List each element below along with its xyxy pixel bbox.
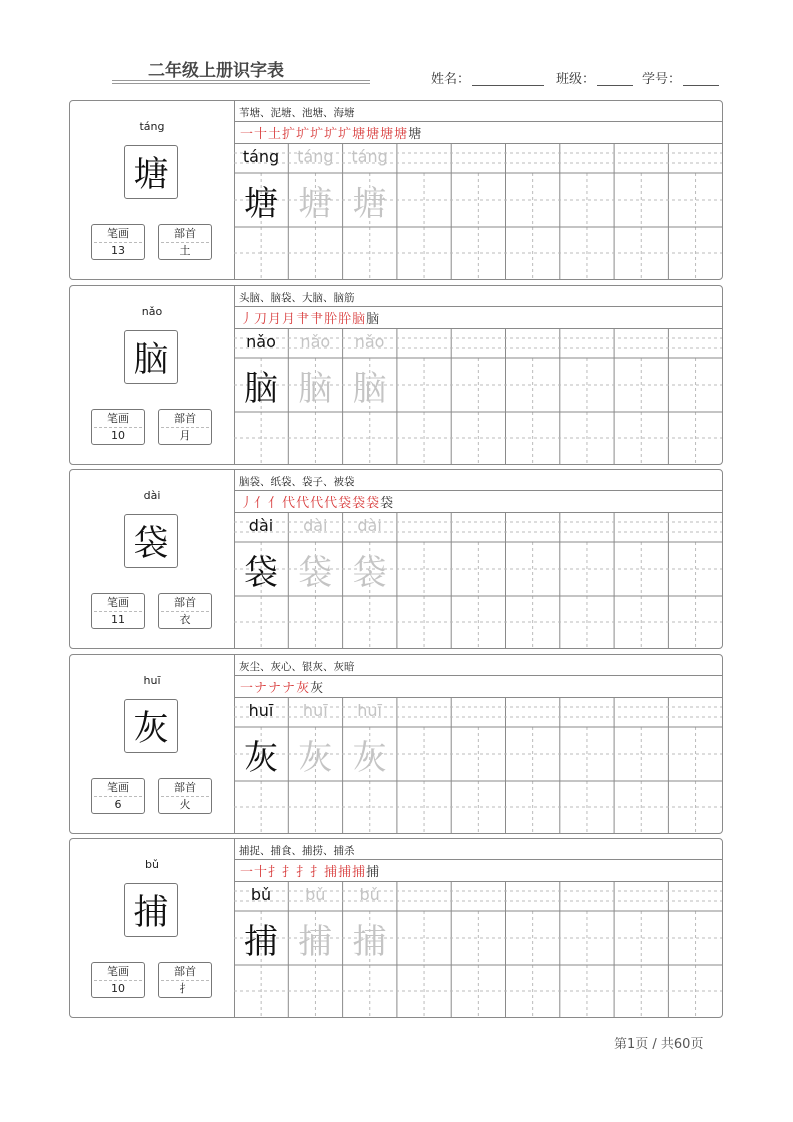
stroke-step: 土 — [268, 127, 283, 142]
pinyin-sample: nǎo — [300, 332, 331, 351]
student-number-field[interactable] — [642, 68, 719, 87]
stroke-step: 代 — [296, 496, 311, 511]
name-label: 姓名： — [431, 72, 471, 87]
stroke-count-label: 笔画 — [107, 596, 129, 609]
char-pinyin: dài — [143, 489, 161, 502]
class-field[interactable] — [556, 68, 633, 87]
stroke-count-value: 6 — [114, 798, 122, 811]
stroke-step: 袋 — [338, 496, 353, 511]
stroke-step: 扌 — [282, 865, 297, 880]
stroke-count-box — [91, 962, 145, 998]
radical-value: 衣 — [179, 613, 191, 626]
stroke-step: 圹 — [310, 127, 325, 142]
pinyin-sample: huī — [248, 701, 274, 720]
radical-label: 部首 — [174, 596, 196, 609]
stroke-step: 捕 — [366, 865, 381, 880]
class-blank[interactable] — [597, 72, 633, 86]
stroke-step: 袋 — [352, 496, 367, 511]
stroke-step: 十 — [254, 865, 269, 880]
char-sample: 脑 — [298, 369, 333, 409]
char-sample: 塘 — [298, 184, 333, 224]
pinyin-sample: nǎo — [246, 332, 276, 351]
stroke-step: 一 — [240, 865, 255, 880]
radical-label: 部首 — [174, 227, 196, 240]
stroke-step: 月 — [268, 312, 283, 327]
pinyin-sample: táng — [242, 147, 280, 166]
pinyin-sample: nǎo — [354, 332, 385, 351]
char-info-pane — [70, 470, 235, 648]
stroke-step: 扌 — [296, 865, 311, 880]
stroke-step: ナ — [254, 681, 269, 696]
radical-box — [158, 778, 212, 814]
stroke-count-value: 11 — [111, 613, 125, 626]
radical-box — [158, 409, 212, 445]
stroke-step: 捕 — [352, 865, 367, 880]
pinyin-sample: bǔ — [250, 885, 272, 904]
pinyin-sample: huī — [302, 701, 328, 720]
stroke-step: 肀 — [296, 312, 311, 327]
char-card — [69, 838, 723, 1018]
stroke-count-label: 笔画 — [107, 227, 129, 240]
radical-value: 扌 — [179, 982, 191, 995]
stroke-step: 丿 — [240, 312, 255, 327]
name-blank[interactable] — [472, 72, 544, 86]
student-number-blank[interactable] — [683, 72, 719, 86]
char-pinyin: bǔ — [145, 858, 159, 871]
stroke-step: 袋 — [380, 496, 395, 511]
radical-label: 部首 — [174, 412, 196, 425]
char-sample: 捕 — [298, 922, 333, 962]
stroke-step: 捕 — [324, 865, 339, 880]
stroke-count-value: 13 — [111, 244, 125, 257]
char-sample: 袋 — [298, 553, 333, 593]
stroke-step: 塘 — [380, 127, 395, 142]
stroke-step: 扩 — [282, 127, 297, 142]
stroke-count-label: 笔画 — [107, 965, 129, 978]
char-info-pane — [70, 655, 235, 833]
stroke-step: 肸 — [338, 312, 353, 327]
stroke-step: 灰 — [296, 681, 311, 696]
page-title: 二年级上册识字表 — [148, 61, 284, 81]
stroke-step: 肀 — [310, 312, 325, 327]
char-pinyin: huī — [143, 674, 161, 687]
stroke-step: 肸 — [324, 312, 339, 327]
char-sample: 脑 — [244, 369, 278, 409]
practice-pane — [234, 101, 722, 279]
stroke-step: 灰 — [310, 681, 325, 696]
stroke-step: 圹 — [338, 127, 353, 142]
stroke-step: ナ — [268, 681, 283, 696]
char-sample: 灰 — [352, 738, 387, 778]
char-card — [69, 654, 723, 834]
stroke-step: 代 — [310, 496, 325, 511]
class-label: 班级： — [556, 72, 596, 87]
radical-value: 火 — [179, 798, 191, 811]
stroke-count-value: 10 — [111, 982, 125, 995]
radical-value: 土 — [179, 244, 191, 257]
char-display: 脑 — [124, 330, 178, 384]
practice-pane — [234, 655, 722, 833]
char-info-pane — [70, 839, 235, 1017]
char-sample: 灰 — [244, 738, 278, 778]
stroke-step: 圹 — [324, 127, 339, 142]
stroke-count-box — [91, 224, 145, 260]
stroke-step: 袋 — [366, 496, 381, 511]
stroke-step: 十 — [254, 127, 269, 142]
stroke-step: 塘 — [408, 127, 423, 142]
stroke-step: 一 — [240, 681, 255, 696]
char-sample: 塘 — [244, 184, 278, 224]
student-number-label: 学号： — [642, 72, 682, 87]
char-card — [69, 285, 723, 465]
char-sample: 脑 — [352, 369, 387, 409]
practice-pane — [234, 470, 722, 648]
stroke-count-value: 10 — [111, 429, 125, 442]
radical-value: 月 — [179, 429, 191, 442]
radical-box — [158, 224, 212, 260]
stroke-step: 亻 — [268, 496, 283, 511]
title-underline-2 — [112, 83, 370, 84]
stroke-count-box — [91, 409, 145, 445]
char-display: 灰 — [124, 699, 178, 753]
stroke-count-label: 笔画 — [107, 781, 129, 794]
pinyin-sample: dài — [303, 516, 328, 535]
stroke-step: 扌 — [310, 865, 325, 880]
practice-pane — [234, 286, 722, 464]
stroke-step: 扌 — [268, 865, 283, 880]
stroke-step: 一 — [240, 127, 255, 142]
radical-box — [158, 593, 212, 629]
stroke-step: 代 — [282, 496, 297, 511]
stroke-step: 亻 — [254, 496, 269, 511]
char-display: 袋 — [124, 514, 178, 568]
stroke-count-box — [91, 593, 145, 629]
stroke-count-label: 笔画 — [107, 412, 129, 425]
radical-label: 部首 — [174, 781, 196, 794]
pinyin-sample: dài — [357, 516, 382, 535]
stroke-step: 月 — [282, 312, 297, 327]
stroke-step: 脑 — [366, 312, 381, 327]
char-info-pane — [70, 101, 235, 279]
char-card — [69, 100, 723, 280]
page-number: 第1页 / 共60页 — [614, 1037, 704, 1052]
char-pinyin: nǎo — [141, 305, 163, 318]
stroke-step: 塘 — [352, 127, 367, 142]
pinyin-sample: dài — [248, 516, 274, 535]
stroke-step: 脑 — [352, 312, 367, 327]
pinyin-sample: táng — [351, 147, 388, 166]
stroke-step: ナ — [282, 681, 297, 696]
example-words: 苇塘、泥塘、池塘、海塘 — [239, 107, 355, 119]
stroke-count-box — [91, 778, 145, 814]
char-display: 捕 — [124, 883, 178, 937]
char-sample: 捕 — [352, 922, 387, 962]
example-words: 脑袋、纸袋、袋子、被袋 — [239, 476, 355, 488]
char-sample: 袋 — [352, 553, 387, 593]
char-card — [69, 469, 723, 649]
char-pinyin: táng — [139, 120, 165, 133]
stroke-step: 塘 — [366, 127, 381, 142]
example-words: 头脑、脑袋、大脑、脑筋 — [239, 292, 355, 304]
example-words: 灰尘、灰心、银灰、灰暗 — [239, 661, 355, 673]
name-field[interactable] — [431, 68, 544, 87]
pinyin-sample: bǔ — [305, 885, 326, 904]
stroke-step: 刀 — [254, 312, 269, 327]
char-display: 塘 — [124, 145, 178, 199]
title-underline — [112, 80, 370, 81]
radical-box — [158, 962, 212, 998]
radical-label: 部首 — [174, 965, 196, 978]
char-info-pane — [70, 286, 235, 464]
stroke-step: 代 — [324, 496, 339, 511]
char-sample: 灰 — [298, 738, 333, 778]
example-words: 捕捉、捕食、捕捞、捕杀 — [239, 845, 355, 857]
practice-pane — [234, 839, 722, 1017]
char-sample: 袋 — [244, 553, 278, 593]
pinyin-sample: táng — [297, 147, 334, 166]
stroke-step: 圹 — [296, 127, 311, 142]
stroke-step: 塘 — [394, 127, 409, 142]
pinyin-sample: bǔ — [359, 885, 380, 904]
char-sample: 捕 — [244, 922, 278, 962]
pinyin-sample: huī — [357, 701, 382, 720]
char-sample: 塘 — [352, 184, 387, 224]
stroke-step: 丿 — [240, 496, 255, 511]
stroke-step: 捕 — [338, 865, 353, 880]
